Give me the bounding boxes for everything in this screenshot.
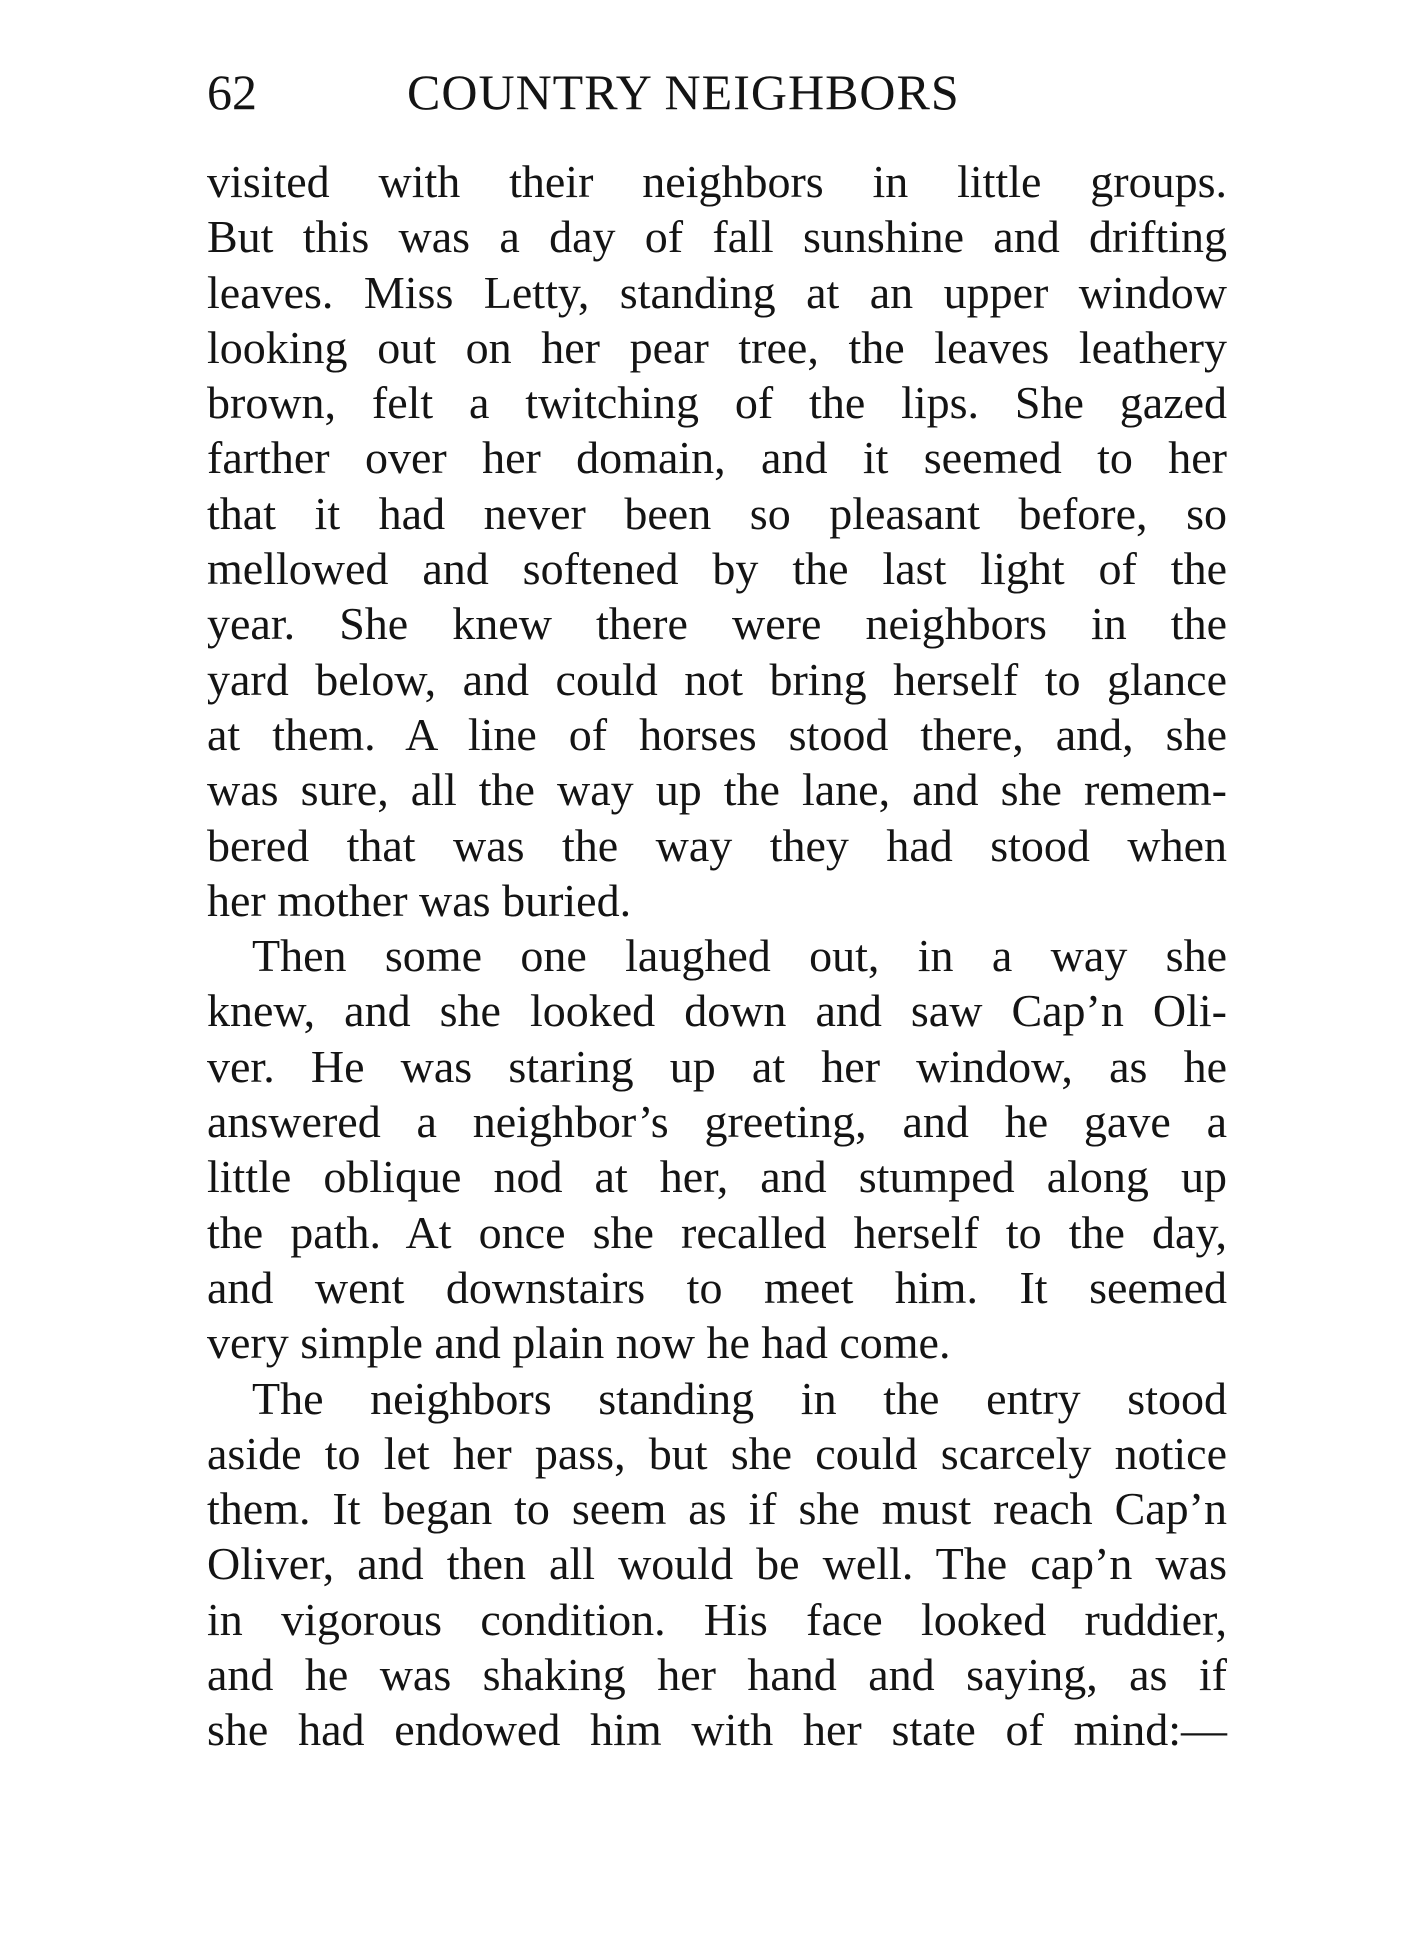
text-line: leaves. Miss Letty, standing at an upper window (207, 266, 1227, 318)
text-line: bered that was the way they had stood when (207, 819, 1227, 871)
page-header (207, 62, 1227, 122)
text-line: was sure, all the way up the lane, and she remem- (207, 764, 1227, 816)
text-line: them. It began to seem as if she must reach Cap’n (207, 1483, 1227, 1535)
text-line: and he was shaking her hand and saying, as if (207, 1649, 1227, 1701)
text-line: brown, felt a twitching of the lips. She gazed (207, 377, 1227, 429)
text-line: looking out on her pear tree, the leaves leathery (207, 321, 1227, 373)
text-line: mellowed and softened by the last light of the (207, 543, 1227, 595)
text-line: that it had never been so pleasant before, so (207, 487, 1227, 539)
text-line: very simple and plain now he had come. (207, 1317, 951, 1369)
text-line: and went downstairs to meet him. It seemed (207, 1261, 1227, 1313)
text-line: But this was a day of fall sunshine and drifting (207, 211, 1227, 263)
text-line: at them. A line of horses stood there, and, she (207, 708, 1227, 760)
running-title: COUNTRY NEIGHBORS (407, 64, 960, 120)
text-line: knew, and she looked down and saw Cap’n Oli- (207, 985, 1227, 1037)
text-line: yard below, and could not bring herself to glance (207, 653, 1227, 705)
body-text (207, 154, 1227, 1758)
text-line: farther over her domain, and it seemed to her (207, 432, 1227, 484)
text-line: answered a neighbor’s greeting, and he gave a (207, 1096, 1227, 1148)
text-line: ver. He was staring up at her window, as he (207, 1040, 1227, 1092)
text-line: Oliver, and then all would be well. The cap’n was (207, 1538, 1227, 1590)
text-line: aside to let her pass, but she could scarcely notice (207, 1427, 1227, 1479)
text-line: in vigorous condition. His face looked ruddier, (207, 1593, 1227, 1645)
text-line: The neighbors standing in the entry stood (252, 1372, 1227, 1424)
text-line: Then some one laughed out, in a way she (252, 930, 1227, 982)
text-line: the path. At once she recalled herself to the day, (207, 1206, 1227, 1258)
text-line: little oblique nod at her, and stumped along up (207, 1151, 1227, 1203)
page-number: 62 (207, 64, 257, 120)
text-line: her mother was buried. (207, 874, 632, 926)
text-line: visited with their neighbors in little groups. (207, 156, 1227, 207)
text-line: she had endowed him with her state of mind:— (207, 1704, 1227, 1756)
text-line: year. She knew there were neighbors in the (207, 598, 1227, 650)
